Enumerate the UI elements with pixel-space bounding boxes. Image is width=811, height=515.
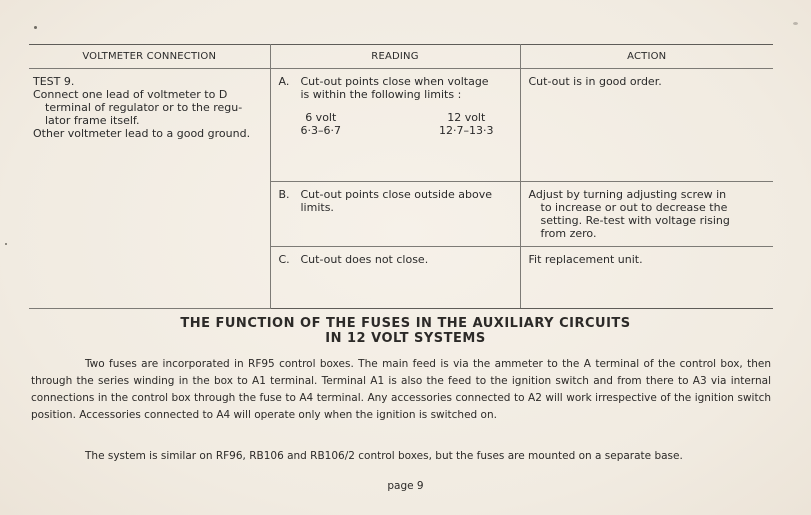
paper-speck [793,22,798,25]
test-label: TEST 9. [33,75,75,88]
action-line: setting. Re-test with voltage rising [540,214,730,227]
reading-cell-b [270,182,520,247]
table-row [29,69,773,182]
section-heading-line2: IN 12 VOLT SYSTEMS [325,331,486,346]
body-paragraph: The system is similar on RF96, RB106 and RB106/2 control boxes, but the fuses are mounted on a separate base. [85,450,683,462]
paper-speck [34,26,37,29]
action-line: Adjust by turning adjusting screw in [528,188,727,201]
limit-6-volt [301,111,342,137]
limit-volt-label: 12 volt [447,111,486,124]
condition-line: Connect one lead of voltmeter to D [33,88,228,101]
reading-line: is within the following limits : [300,88,462,101]
action-cell-c [520,247,773,309]
action-line: from zero. [540,227,597,240]
reading-line: limits. [300,201,334,214]
reading-letter: B. [278,188,290,201]
paper-speck [5,243,7,245]
page-number: page 9 [387,480,424,492]
header-action: ACTION [520,45,773,69]
reading-letter: A. [278,75,290,88]
limit-range: 6·3–6·7 [300,124,341,137]
section-heading: THE FUNCTION OF THE FUSES IN THE AUXILIARY CIRCUITS [180,316,631,331]
limit-12-volt [439,111,493,137]
body-paragraph: Two fuses are incorporated in RF95 control boxes. The main feed is via the ammeter to the A terminal of the control box, then through the series winding in the box to A1 terminal. Terminal A1 is also the feed to the ignition switch and from there to A3 via internal connections in the control box through the fuse to A4 terminal. Any accessories connected to A2 will work irrespective of the ignition switch position. Accessories connected to A4 will operate only when the ignition is switched on. [31,358,771,421]
reading-line: Cut-out points close outside above [300,188,493,201]
table-header-row [29,45,773,69]
reading-cell-a [270,69,520,182]
reading-cell-c [270,247,520,309]
voltage-limits [301,101,512,137]
reading-line: Cut-out does not close. [300,253,429,266]
action-line: Cut-out is in good order. [528,75,662,88]
limit-range: 12·7–13·3 [439,124,494,137]
condition-line: Other voltmeter lead to a good ground. [33,127,251,140]
action-line: to increase or out to decrease the [540,201,728,214]
reading-line: Cut-out points close when voltage [300,75,489,88]
test-table [29,44,773,309]
header-reading: READING [270,45,520,69]
voltmeter-connection-cell [29,69,270,309]
action-cell-b [520,182,773,247]
header-voltmeter-connection: VOLTMETER CONNECTION [29,45,270,69]
reading-letter: C. [278,253,290,266]
limit-volt-label: 6 volt [305,111,337,124]
action-cell-a [520,69,773,182]
condition-line: lator frame itself. [45,114,140,127]
condition-line: terminal of regulator or to the regu- [45,101,243,114]
action-line: Fit replacement unit. [528,253,643,266]
